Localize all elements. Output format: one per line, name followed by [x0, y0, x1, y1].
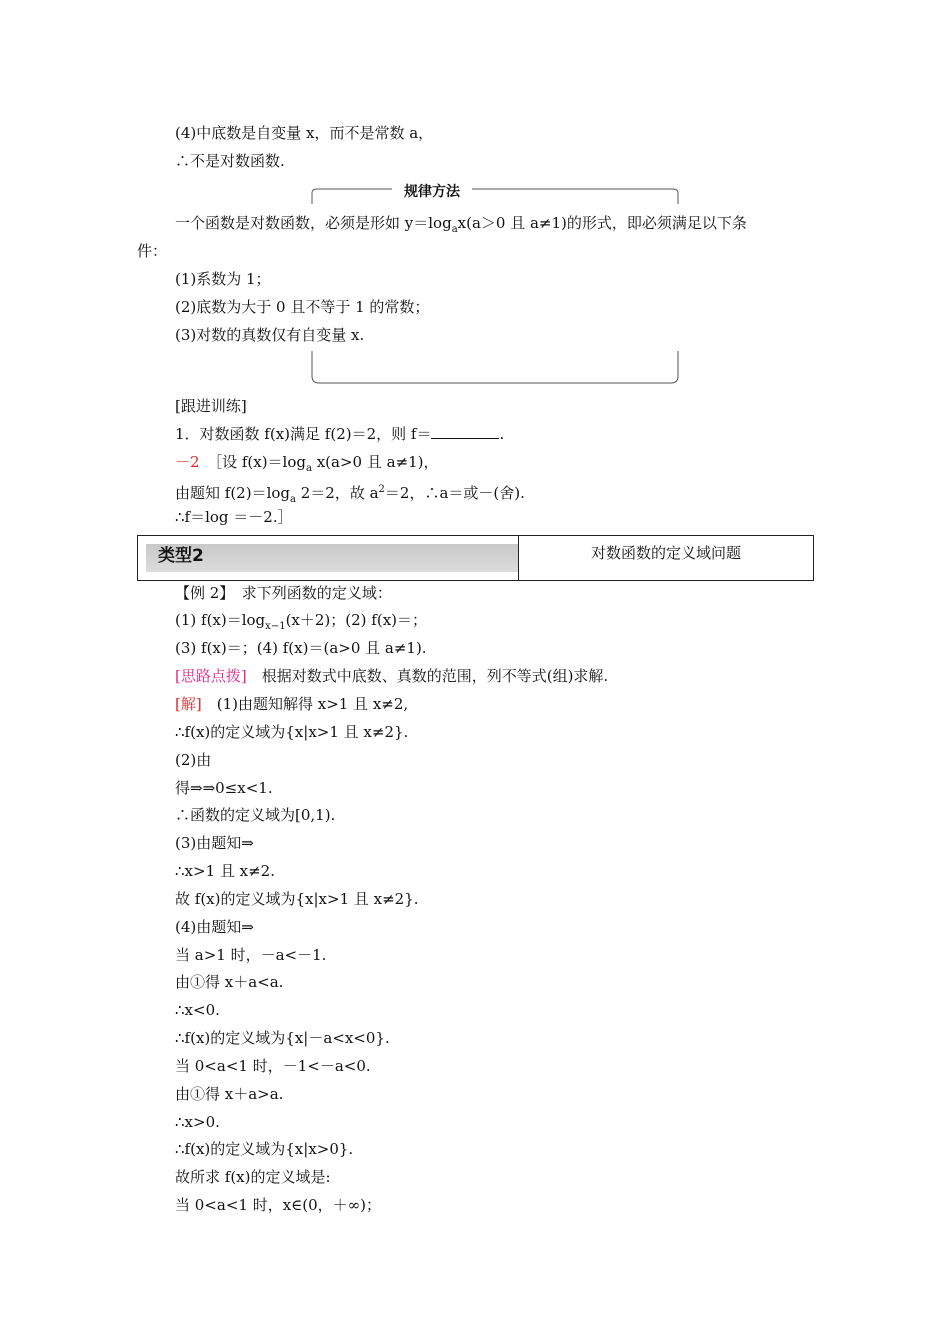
solution-line: 得⇒⇒0≤x<1.: [175, 779, 273, 797]
solution-line: ∴f(x)的定义域为{x|x>0}.: [175, 1140, 354, 1158]
solution-line: ∴x>1 且 x≠2.: [175, 862, 275, 880]
solution-line: ∴x<0.: [175, 1001, 220, 1019]
solution-line: 由①得 x＋a<a.: [175, 973, 284, 991]
example-solution-start: [解] (1)由题知解得 x>1 且 x≠2,: [175, 695, 409, 713]
solution-line: 故 f(x)的定义域为{x|x>1 且 x≠2}.: [175, 890, 419, 908]
answer-blank: [431, 424, 499, 439]
example-heading: 【例 2】 求下列函数的定义域：: [175, 584, 392, 602]
method-item: (1)系数为 1；: [175, 270, 271, 288]
text-line: ∴不是对数函数.: [175, 152, 285, 170]
solution-line: ∴f(x)的定义域为{x|－a<x<0}.: [175, 1029, 390, 1047]
example-question: (3) f(x)＝；(4) f(x)＝(a>0 且 a≠1).: [175, 639, 427, 657]
example-question: (1) $f(x)=\log_{x-1}(x+2)$；(2) f(x)＝；: [175, 611, 428, 632]
solution-line: (3)由题知⇒: [175, 834, 254, 852]
text-line: (4)中底数是自变量 x，而不是常数 a，: [175, 124, 434, 142]
type-label: 类型2: [158, 546, 204, 566]
practice-solution: 由题知 $f(2)=\log_a$ 2＝2，故 $a^2=2$，∴a＝或－(舍).: [175, 484, 525, 505]
solution-line: 由①得 x＋a>a.: [175, 1085, 284, 1103]
method-item: (2)底数为大于 0 且不等于 1 的常数；: [175, 298, 430, 316]
type-header: [137, 535, 814, 581]
solution-line: 故所求 f(x)的定义域是:: [175, 1168, 331, 1186]
example-hint: [思路点拨] 根据对数式中底数、真数的范围，列不等式(组)求解.: [175, 667, 609, 685]
solution-line: ∴函数的定义域为[0,1).: [175, 806, 336, 824]
solution-line: (4)由题知⇒: [175, 918, 254, 936]
practice-heading: [跟进训练]: [175, 397, 247, 415]
method-intro-cont: 件：: [137, 242, 168, 260]
method-item: (3)对数的真数仅有自变量 x.: [175, 326, 365, 344]
method-frame-bottom: [311, 350, 679, 386]
solution-line: 当 0<a<1 时，x∈(0，＋∞)；: [175, 1196, 382, 1214]
type-title: 对数函数的定义域问题: [590, 544, 741, 562]
solution-line: 当 a>1 时，－a<－1.: [175, 946, 327, 964]
solution-line: (2)由: [175, 751, 212, 769]
method-title: 规律方法: [392, 183, 472, 201]
method-intro: 一个函数是对数函数，必须是形如 $y=\log_ax(a>0$ 且 a≠1)的形式，即必须满足以下条: [175, 214, 747, 235]
practice-answer: －2 ［设 $f(x)=\log_a$ x(a>0 且 a≠1)，: [175, 453, 439, 474]
method-frame-top: [311, 181, 679, 205]
solution-line: 当 0<a<1 时，－1<－a<0.: [175, 1057, 371, 1075]
solution-line: ∴x>0.: [175, 1113, 220, 1131]
solution-line: ∴f(x)的定义域为{x|x>1 且 x≠2}.: [175, 723, 409, 741]
practice-solution: ∴f＝log ＝－2.］: [175, 508, 293, 526]
practice-question: 1．对数函数 f(x)满足 f(2)＝2，则 f＝ .: [175, 425, 505, 443]
